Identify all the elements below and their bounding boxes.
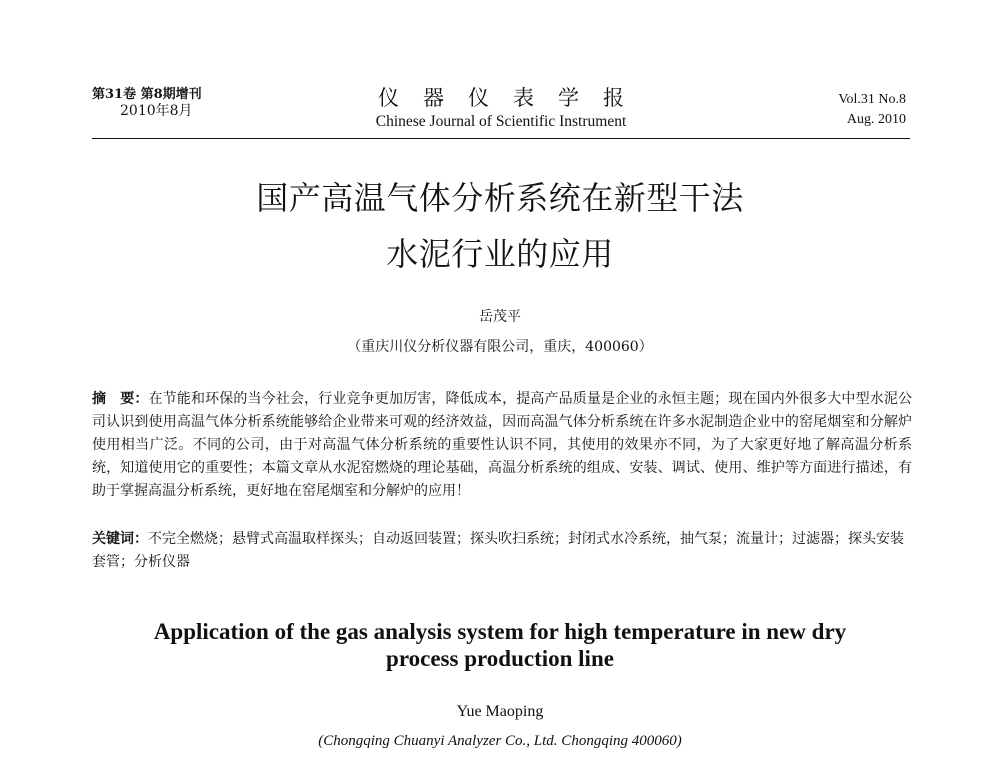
paper-title-line-1: 国产高温气体分析系统在新型干法	[256, 179, 744, 217]
journal-name-en: Chinese Journal of Scientific Instrument	[375, 113, 627, 130]
paper-title-line-2: 水泥行业的应用	[386, 235, 614, 273]
issue-date: 2010年8月	[120, 103, 193, 119]
header-rule	[92, 138, 910, 139]
header-center	[92, 86, 910, 132]
volume-issue: 第31卷 第8期增刊	[92, 87, 202, 102]
journal-header	[92, 86, 910, 138]
english-affiliation: (Chongqing Chuanyi Analyzer Co., Ltd. Chongqing 400060)	[318, 733, 682, 749]
english-title-line-1: Application of the gas analysis system for high temperature in new dry	[153, 619, 847, 644]
affiliation: （重庆川仪分析仪器有限公司，重庆，400060）	[347, 339, 653, 355]
english-title-line-2: process production line	[386, 646, 614, 671]
journal-name-cn: 仪器仪表学报	[378, 86, 648, 110]
english-author: Yue Maoping	[456, 703, 544, 720]
date-en: Aug. 2010	[846, 112, 906, 127]
keywords	[92, 528, 912, 574]
volume-en: Vol.31 No.8	[838, 92, 906, 107]
author: 岳茂平	[479, 309, 521, 325]
abstract-text: 在节能和环保的当今社会，行业竞争更加厉害，降低成本，提高产品质量是企业的永恒主题；现在国内外很多大中型水泥公司认识到使用高温气体分析系统能够给企业带来可观的经济效益，因而高温气体分析系统在许多水泥制造企业中的窑尾烟室和分解炉使用相当广泛。不同的公司，由于对高温气体分析系统的重要性认识不同，其使用的效果亦不同，为了大家更好地了解高温分析系统，知道使用它的重要性；本篇文章从水泥窑燃烧的理论基础，高温分析系统的组成、安装、调试、使用、维护等方面进行描述，有助于掌握高温分析系统，更好地在窑尾烟室和分解炉的应用！	[92, 391, 912, 499]
header-right	[838, 90, 906, 130]
keywords-text: 不完全燃烧；悬臂式高温取样探头；自动返回装置；探头吹扫系统；封闭式水冷系统，抽气泵；流量计；过滤器；探头安装套管；分析仪器	[92, 531, 904, 570]
english-title	[0, 618, 1000, 672]
paper-title	[0, 170, 1000, 282]
keywords-label: 关键词：	[92, 531, 148, 547]
abstract	[92, 388, 912, 503]
abstract-label: 摘 要：	[92, 391, 149, 407]
